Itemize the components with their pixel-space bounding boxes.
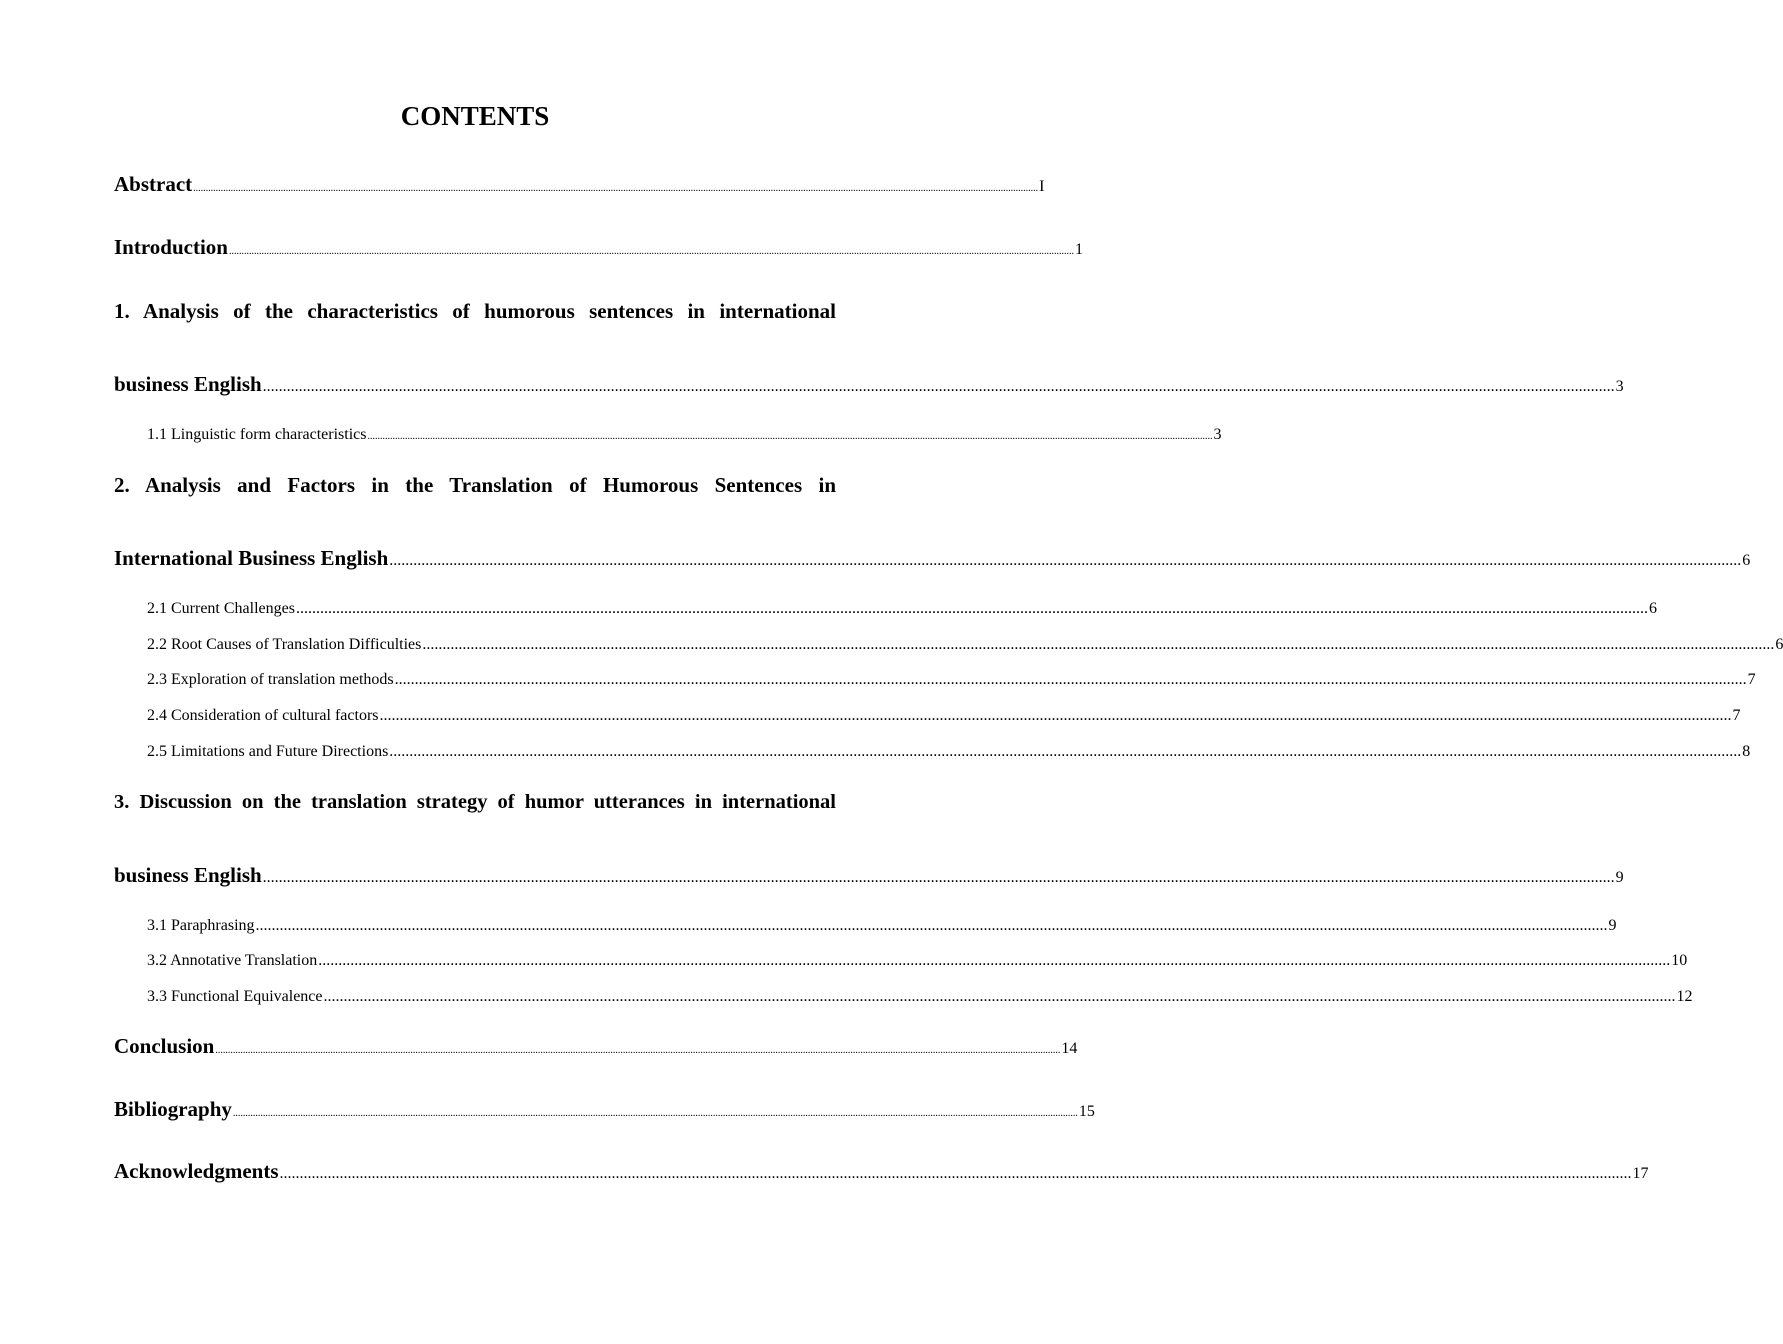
toc-label: Introduction — [114, 235, 228, 259]
dot-leader: .................................................................................................................................................................................................................................................................................................................................................. — [255, 917, 1608, 934]
dot-leader: .................................................................................................................................................................................................................................................................................................................................................. — [279, 1165, 1632, 1182]
toc-label: 3.1 Paraphrasing — [147, 917, 255, 934]
toc-page-number: 17 — [1632, 1165, 1649, 1182]
toc-entry-2-5[interactable] — [147, 743, 1751, 761]
toc-chapter-2-heading[interactable]: 2. Analysis and Factors in the Translation of Humorous Sentences in — [114, 473, 836, 497]
toc-page-number: 12 — [1676, 988, 1693, 1005]
toc-entry-2-4[interactable] — [147, 707, 1741, 725]
toc-page-number: 15 — [1078, 1103, 1095, 1120]
toc-entry-conclusion[interactable] — [114, 1034, 1078, 1059]
toc-label: 1.1 Linguistic form characteristics — [147, 426, 367, 443]
dot-leader: .................................................................................................................................................................................................................................................................................................................................................. — [367, 431, 1213, 442]
toc-label: 2.1 Current Challenges — [147, 600, 295, 617]
toc-label: 2.2 Root Causes of Translation Difficulties — [147, 636, 422, 653]
toc-page-number: I — [1039, 178, 1045, 195]
toc-page-number: 1 — [1074, 241, 1083, 258]
toc-entry-bibliography[interactable] — [114, 1097, 1095, 1122]
toc-label: business English — [114, 863, 262, 887]
toc-entry-3-2[interactable] — [147, 952, 1688, 970]
toc-label: Conclusion — [114, 1034, 215, 1058]
toc-label: Abstract — [114, 172, 193, 196]
toc-page-number: 8 — [1742, 743, 1751, 760]
toc-entry-2-1[interactable] — [147, 600, 1657, 618]
toc-label: 3.3 Functional Equivalence — [147, 988, 323, 1005]
toc-page-number: 9 — [1615, 869, 1624, 886]
dot-leader: .................................................................................................................................................................................................................................................................................................................................................. — [394, 671, 1747, 688]
dot-leader: .................................................................................................................................................................................................................................................................................................................................................. — [228, 246, 1074, 257]
dot-leader: .................................................................................................................................................................................................................................................................................................................................................. — [379, 707, 1732, 724]
toc-entry-2-2[interactable] — [147, 636, 1783, 654]
toc-page-number: 6 — [1742, 552, 1751, 569]
dot-leader: .................................................................................................................................................................................................................................................................................................................................................. — [215, 1045, 1061, 1056]
toc-entry-3-1[interactable] — [147, 917, 1617, 935]
toc-entry-abstract[interactable] — [114, 172, 1045, 197]
dot-leader: .................................................................................................................................................................................................................................................................................................................................................. — [262, 869, 1615, 886]
dot-leader: .................................................................................................................................................................................................................................................................................................................................................. — [295, 600, 1648, 617]
toc-page-number: 3 — [1213, 426, 1222, 443]
dot-leader: .................................................................................................................................................................................................................................................................................................................................................. — [323, 988, 1676, 1005]
toc-page-number: 10 — [1671, 952, 1688, 969]
toc-page-number: 7 — [1732, 707, 1741, 724]
dot-leader: .................................................................................................................................................................................................................................................................................................................................................. — [232, 1108, 1078, 1119]
toc-label: 3.2 Annotative Translation — [147, 952, 318, 969]
toc-page-number: 6 — [1775, 636, 1783, 653]
toc-page-number: 7 — [1747, 671, 1756, 688]
toc-page-number: 6 — [1648, 600, 1657, 617]
toc-page-number: 9 — [1608, 917, 1617, 934]
toc-page-number: 3 — [1615, 378, 1624, 395]
toc-entry-1-1[interactable] — [147, 426, 1222, 444]
toc-entry-acknowledgments[interactable] — [114, 1159, 1649, 1184]
toc-label: 2.4 Consideration of cultural factors — [147, 707, 379, 724]
toc-label: International Business English — [114, 546, 389, 570]
dot-leader: .................................................................................................................................................................................................................................................................................................................................................. — [389, 552, 1742, 569]
dot-leader: .................................................................................................................................................................................................................................................................................................................................................. — [193, 183, 1039, 194]
dot-leader: .................................................................................................................................................................................................................................................................................................................................................. — [422, 636, 1775, 653]
toc-label: 2.3 Exploration of translation methods — [147, 671, 394, 688]
toc-label: Bibliography — [114, 1097, 232, 1121]
toc-entry-introduction[interactable] — [114, 235, 1083, 260]
toc-label: 2.5 Limitations and Future Directions — [147, 743, 389, 760]
dot-leader: .................................................................................................................................................................................................................................................................................................................................................. — [389, 743, 1742, 760]
toc-entry-3-3[interactable] — [147, 988, 1693, 1006]
toc-chapter-1-heading[interactable]: 1. Analysis of the characteristics of humorous sentences in international — [114, 299, 836, 323]
dot-leader: .................................................................................................................................................................................................................................................................................................................................................. — [318, 952, 1671, 969]
toc-entry-chapter-2[interactable] — [114, 546, 1751, 571]
toc-label: Acknowledgments — [114, 1159, 279, 1183]
toc-label: business English — [114, 372, 262, 396]
toc-chapter-3-heading[interactable]: 3. Discussion on the translation strategy of humor utterances in international — [114, 791, 836, 813]
toc-entry-chapter-1[interactable] — [114, 372, 1624, 397]
toc-entry-chapter-3[interactable] — [114, 863, 1624, 888]
dot-leader: .................................................................................................................................................................................................................................................................................................................................................. — [262, 378, 1615, 395]
toc-page-number: 14 — [1061, 1040, 1078, 1057]
page-title: CONTENTS — [400, 101, 550, 131]
toc-entry-2-3[interactable] — [147, 671, 1756, 689]
